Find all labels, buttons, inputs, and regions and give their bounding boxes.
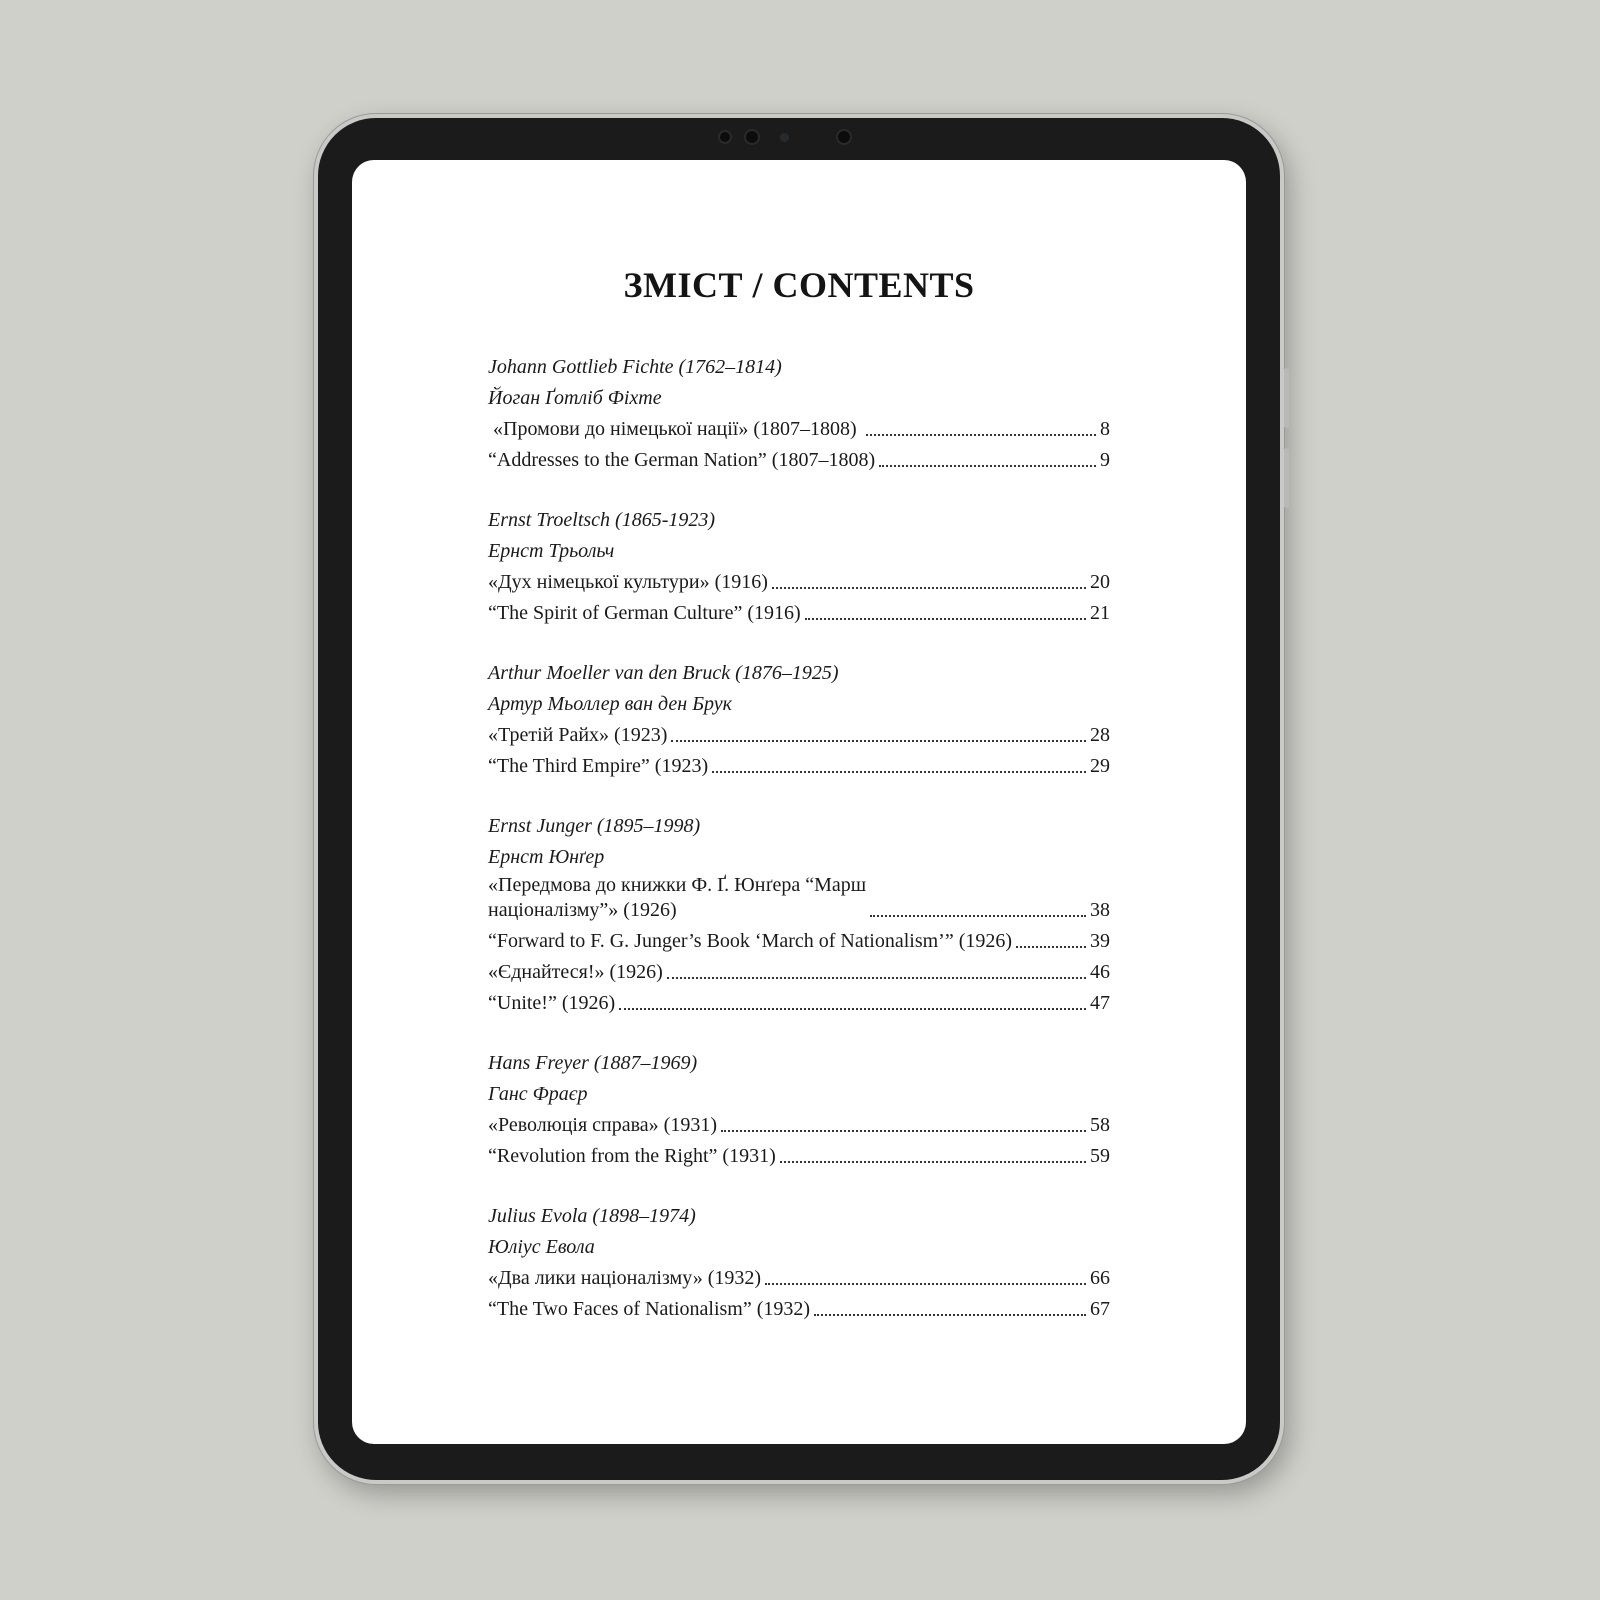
sensor-icon [836,129,852,145]
toc-entry[interactable] [488,926,1110,957]
page-number: 59 [1090,1145,1110,1167]
toc-entry[interactable] [488,873,1110,926]
toc-entry[interactable] [488,751,1110,782]
page-number: 67 [1090,1298,1110,1320]
dot-leader [619,1008,1086,1010]
volume-button [1284,448,1289,508]
dot-leader [667,977,1086,979]
sensor-icon [718,130,732,144]
dot-leader [1016,946,1086,948]
author-name-ua: Юліус Евола [488,1236,595,1258]
dot-leader [879,465,1096,467]
camera-icon [744,129,760,145]
entry-title: «Єднайтеся!» (1926) [488,961,663,983]
entry-title: “Revolution from the Right” (1931) [488,1145,776,1167]
camera-strip [718,126,868,148]
entry-title: «Революція справа» (1931) [488,1114,717,1136]
dot-leader [712,771,1086,773]
toc-entry[interactable] [488,720,1110,751]
dot-leader [765,1283,1086,1285]
toc-entry[interactable] [488,957,1110,988]
author-name-en: Johann Gottlieb Fichte (1762–1814) [488,356,782,378]
entry-title: “The Third Empire” (1923) [488,755,709,777]
toc-entry[interactable] [488,1141,1110,1172]
page-number: 20 [1090,571,1110,593]
author-name-ua: Ганс Фраєр [488,1083,588,1105]
author-name-en: Julius Evola (1898–1974) [488,1205,696,1227]
entry-title: «Третій Райх» (1923) [488,724,668,746]
page-number: 28 [1090,724,1110,746]
author-name-en: Arthur Moeller van den Bruck (1876–1925) [488,662,839,684]
toc-entry[interactable] [488,414,1110,445]
entry-title: “The Spirit of German Culture” (1916) [488,602,801,624]
author-name-en: Ernst Troeltsch (1865-1923) [488,509,716,531]
tablet-screen [352,160,1246,1444]
indicator-light-icon [780,133,789,142]
dot-leader [814,1314,1086,1316]
toc-section [488,658,1110,782]
toc-entry[interactable] [488,567,1110,598]
dot-leader [721,1130,1086,1132]
entry-title: «Передмова до книжки Ф. Ґ. Юнґера “Марш націоналізму”» (1926) [488,874,867,921]
author-name-en: Hans Freyer (1887–1969) [488,1052,698,1074]
dot-leader [805,618,1086,620]
volume-button [1284,368,1289,428]
page-title: ЗМІСТ / CONTENTS [623,265,975,305]
entry-title: «Дух німецької культури» (1916) [488,571,768,593]
entry-title: “Unite!” (1926) [488,992,616,1014]
toc-entry[interactable] [488,598,1110,629]
toc-section [488,1048,1110,1172]
page-number: 39 [1090,930,1110,952]
page-number: 9 [1100,449,1110,471]
page-number: 58 [1090,1114,1110,1136]
entry-title: “Addresses to the German Nation” (1807–1808) [488,449,876,471]
page-number: 66 [1090,1267,1110,1289]
tablet-device [314,114,1284,1484]
author-name-ua: Ернст Трьольч [488,540,615,562]
page-number: 47 [1090,992,1110,1014]
toc-section [488,811,1110,1019]
table-of-contents [488,352,1110,1354]
toc-entry[interactable] [488,988,1110,1019]
entry-title: «Промови до німецької нації» (1807–1808) [488,418,862,440]
toc-entry[interactable] [488,1110,1110,1141]
author-name-ua: Артур Мьоллер ван ден Брук [488,693,732,715]
page-number: 46 [1090,961,1110,983]
author-name-en: Ernst Junger (1895–1998) [488,815,701,837]
dot-leader [870,915,1086,917]
toc-entry[interactable] [488,445,1110,476]
dot-leader [772,587,1086,589]
page-number: 8 [1100,418,1110,440]
author-name-ua: Ернст Юнґер [488,846,605,868]
dot-leader [671,740,1086,742]
dot-leader [780,1161,1086,1163]
toc-section [488,1201,1110,1325]
toc-entry[interactable] [488,1263,1110,1294]
page-number: 29 [1090,755,1110,777]
page-number: 21 [1090,602,1110,624]
entry-title: «Два лики націоналізму» (1932) [488,1267,762,1289]
toc-entry[interactable] [488,1294,1110,1325]
page-number: 38 [1090,899,1110,921]
toc-section [488,352,1110,476]
author-name-ua: Йоган Ґотліб Фіхте [488,387,662,409]
entry-title: “Forward to F. G. Junger’s Book ‘March of Nationalism’” (1926) [488,930,1013,952]
dot-leader [866,434,1096,436]
entry-title: “The Two Faces of Nationalism” (1932) [488,1298,811,1320]
toc-section [488,505,1110,629]
